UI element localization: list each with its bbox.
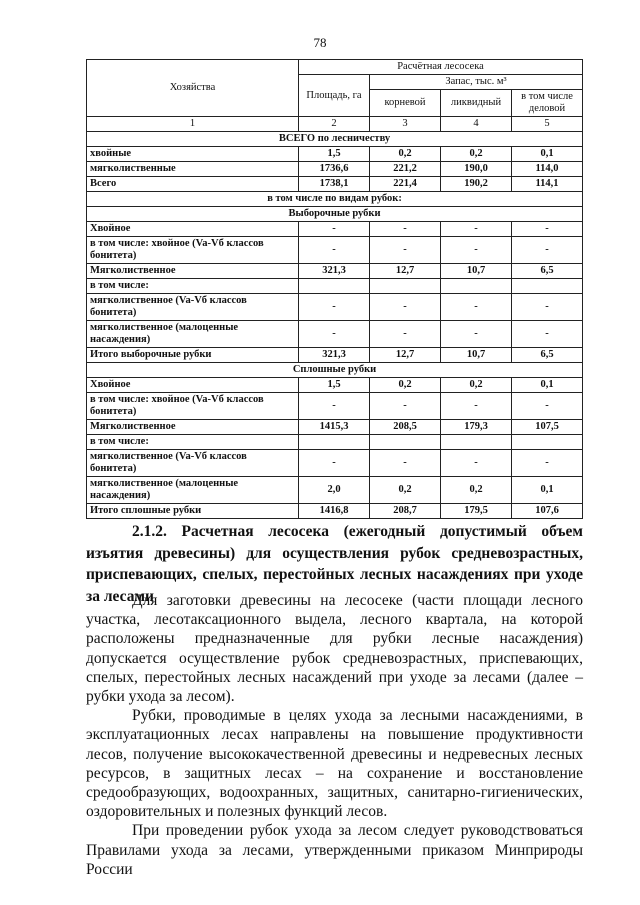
header-root: корневой [370,90,441,117]
row-label: в том числе: [87,279,299,294]
table-row [87,279,583,294]
column-number: 5 [512,117,583,132]
row-value: 0,2 [370,477,441,504]
header-farm: Хозяйства [87,60,299,117]
row-value: - [370,450,441,477]
row-label: Мягколиственное [87,264,299,279]
row-value: - [441,237,512,264]
column-number: 1 [87,117,299,132]
row-value: 321,3 [299,348,370,363]
row-label: мягколиственное (Va-Vб классов бонитета) [87,294,299,321]
row-value: - [512,222,583,237]
row-label: в том числе: хвойное (Va-Vб классов бонитета) [87,393,299,420]
row-value [441,279,512,294]
row-value: 190,0 [441,162,512,177]
row-label: хвойные [87,147,299,162]
row-value: - [441,222,512,237]
page-number: 78 [313,35,327,50]
section-label: Выборочные рубки [87,207,583,222]
row-value: 107,6 [512,504,583,519]
row-value: 0,1 [512,147,583,162]
row-value [370,279,441,294]
header-liquid: ликвидный [441,90,512,117]
row-value: - [512,321,583,348]
row-value: 179,5 [441,504,512,519]
row-value: - [299,321,370,348]
forest-cut-table [86,59,583,519]
row-value: - [512,294,583,321]
table-row [87,237,583,264]
section-label: в том числе по видам рубок: [87,192,583,207]
row-value [299,435,370,450]
row-label: мягколиственное (малоценные насаждения) [87,477,299,504]
row-value: - [441,321,512,348]
row-value: 10,7 [441,264,512,279]
row-value: 12,7 [370,348,441,363]
row-value: 190,2 [441,177,512,192]
row-value: - [299,237,370,264]
table-row [87,264,583,279]
row-value: 0,2 [370,147,441,162]
header-stock: Запас, тыс. м³ [370,75,583,90]
row-value [512,279,583,294]
paragraph: Для заготовки древесины на лесосеке (части площади лесного участка, лесотаксационного выдела, лесного квартала, на которой расположены предназначенные для рубки лесные насаждения) допускается осуществление рубок средневозрастных, приспевающих, спелых, перестойных лесных насаждений при уходе за лесами (далее – рубки ухода за лесом). [86,592,583,706]
row-value: 1416,8 [299,504,370,519]
table-row [87,321,583,348]
header-area: Площадь, га [299,75,370,117]
section-label: ВСЕГО по лесничеству [87,132,583,147]
row-label: мягколиственное (малоценные насаждения) [87,321,299,348]
table-row [87,348,583,363]
paragraph: Рубки, проводимые в целях ухода за лесными насаждениями, в эксплуатационных лесах направлены на повышение продуктивности лесов, получение высококачественной древесины и недревесных лесных ресурсов, в защитных лесах – на сохранение и восстановление средообразующих, водоохранных, защитных, санитарно-гигиенических, оздоровительных и полезных функций лесов. [86,707,583,821]
row-value: - [512,450,583,477]
table-row [87,294,583,321]
header-calc-cut: Расчётная лесосека [299,60,583,75]
row-value: - [370,294,441,321]
row-label: Итого выборочные рубки [87,348,299,363]
section-row [87,192,583,207]
row-value: 10,7 [441,348,512,363]
row-label: Всего [87,177,299,192]
table-row [87,420,583,435]
table-row [87,222,583,237]
table-row [87,477,583,504]
row-value: 6,5 [512,348,583,363]
row-value: 1415,3 [299,420,370,435]
row-value: 221,4 [370,177,441,192]
table-row [87,177,583,192]
column-number: 3 [370,117,441,132]
table-row [87,378,583,393]
row-value: 1,5 [299,147,370,162]
row-value: 0,2 [441,477,512,504]
row-value: 179,3 [441,420,512,435]
row-label: в том числе: хвойное (Va-Vб классов бонитета) [87,237,299,264]
table-row [87,162,583,177]
row-value: 0,2 [441,378,512,393]
row-value: - [299,222,370,237]
row-value: - [441,294,512,321]
section-heading: 2.1.2. Расчетная лесосека (ежегодный допустимый объем изъятия древесины) для осуществления рубок средневозрастных, приспевающих, спелых, перестойных лесных насаждениях при уходе за лесами [86,523,583,605]
row-value: 114,0 [512,162,583,177]
table-body [87,132,583,519]
row-value: 6,5 [512,264,583,279]
table-row [87,147,583,162]
row-label: Хвойное [87,222,299,237]
row-value: - [299,393,370,420]
row-value: 321,3 [299,264,370,279]
row-value: - [441,450,512,477]
section-row [87,207,583,222]
row-value: 0,2 [370,378,441,393]
table-row [87,435,583,450]
row-value: 221,2 [370,162,441,177]
row-value: 12,7 [370,264,441,279]
row-label: Итого сплошные рубки [87,504,299,519]
row-label: в том числе: [87,435,299,450]
table-row [87,393,583,420]
row-value: 1738,1 [299,177,370,192]
row-label: Хвойное [87,378,299,393]
row-label: мягколиственное (Va-Vб классов бонитета) [87,450,299,477]
row-value: 0,1 [512,378,583,393]
header-business: в том числе деловой [512,90,583,117]
row-value: - [441,393,512,420]
column-number: 2 [299,117,370,132]
row-value: - [370,321,441,348]
column-number: 4 [441,117,512,132]
section-row [87,363,583,378]
table-row [87,504,583,519]
column-number-row [87,117,583,132]
paragraph: При проведении рубок ухода за лесом следует руководствоваться Правилами ухода за лесами, утвержденными приказом Минприроды России [86,822,583,878]
row-value: 2,0 [299,477,370,504]
row-value: - [512,237,583,264]
row-value: - [370,393,441,420]
row-value: 208,5 [370,420,441,435]
body-text [86,591,583,879]
row-value [512,435,583,450]
row-value [299,279,370,294]
row-value: 0,1 [512,477,583,504]
row-value: 1,5 [299,378,370,393]
row-value: - [370,222,441,237]
row-value: 208,7 [370,504,441,519]
table-row [87,450,583,477]
row-label: мягколиственные [87,162,299,177]
row-value: - [299,450,370,477]
row-value: - [512,393,583,420]
row-value: - [299,294,370,321]
row-value: 114,1 [512,177,583,192]
row-value: 107,5 [512,420,583,435]
row-value: 1736,6 [299,162,370,177]
row-label: Мягколиственное [87,420,299,435]
section-label: Сплошные рубки [87,363,583,378]
row-value [441,435,512,450]
row-value [370,435,441,450]
section-row [87,132,583,147]
row-value: 0,2 [441,147,512,162]
row-value: - [370,237,441,264]
